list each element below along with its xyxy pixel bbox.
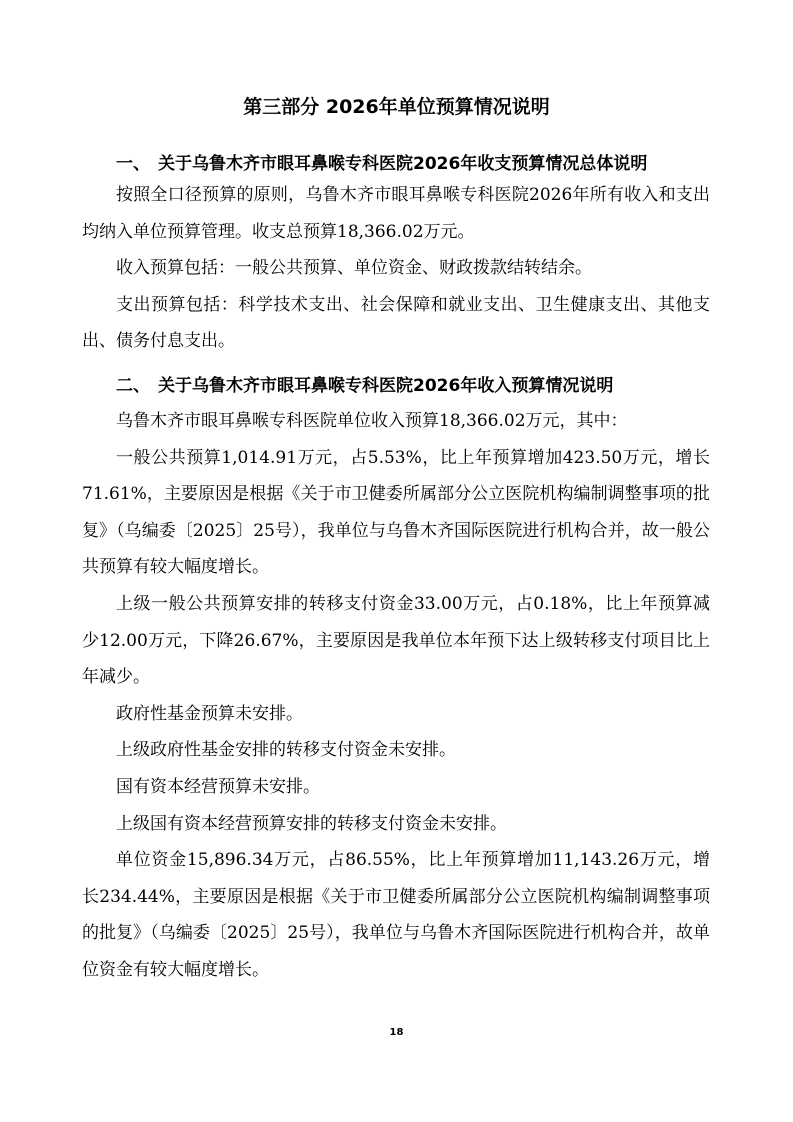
section-1-heading [116,152,647,176]
section-1-body [82,177,710,360]
paragraph: 一般公共预算1,014.91万元，占5.53%，比上年预算增加423.50万元，增长71.61%，主要原因是根据《关于市卫健委所属部分公立医院机构编制调整事项的批复》（乌编委〔2025〕25号），我单位与乌鲁木齐国际医院进行机构合并，故一般公共预算有较大幅度增长。 [82,447,710,578]
paragraph: 上级一般公共预算安排的转移支付资金33.00万元，占0.18%，比上年预算减少12.00万元，下降26.67%，主要原因是我单位本年预下达上级转移支付项目比上年减少。 [82,593,710,688]
paragraph: 支出预算包括：科学技术支出、社会保障和就业支出、卫生健康支出、其他支出、债务付息支出。 [82,294,710,352]
section-1-title: 关于乌鲁木齐市眼耳鼻喉专科医院2026年收支预算情况总体说明 [158,154,648,174]
page-title: 第三部分 2026年单位预算情况说明 [243,96,550,118]
section-2-heading [116,374,613,398]
paragraph: 单位资金15,896.34万元，占86.55%，比上年预算增加11,143.26万元，增长234.44%，主要原因是根据《关于市卫健委所属部分公立医院机构编制调整事项的批复》（乌编委〔2025〕25号），我单位与乌鲁木齐国际医院进行机构合并，故单位资金有较大幅度增长。 [82,850,710,980]
section-2-title: 关于乌鲁木齐市眼耳鼻喉专科医院2026年收入预算情况说明 [158,376,614,396]
paragraph: 收入预算包括：一般公共预算、单位资金、财政拨款结转结余。 [116,258,592,279]
paragraph: 政府性基金预算未安排。 [116,703,303,724]
section-1-number: 一、 [116,154,150,174]
paragraph: 上级政府性基金安排的转移支付资金未安排。 [116,740,456,761]
page-number: 18 [389,1027,404,1038]
paragraph: 上级国有资本经营预算安排的转移支付资金未安排。 [116,813,507,834]
paragraph: 国有资本经营预算未安排。 [116,776,320,797]
paragraph: 乌鲁木齐市眼耳鼻喉专科医院单位收入预算18,366.02万元，其中： [116,411,628,431]
section-2-number: 二、 [116,376,150,396]
section-2-body [82,403,710,989]
paragraph: 按照全口径预算的原则，乌鲁木齐市眼耳鼻喉专科医院2026年所有收入和支出均纳入单位预算管理。收支总预算18,366.02万元。 [82,185,710,242]
